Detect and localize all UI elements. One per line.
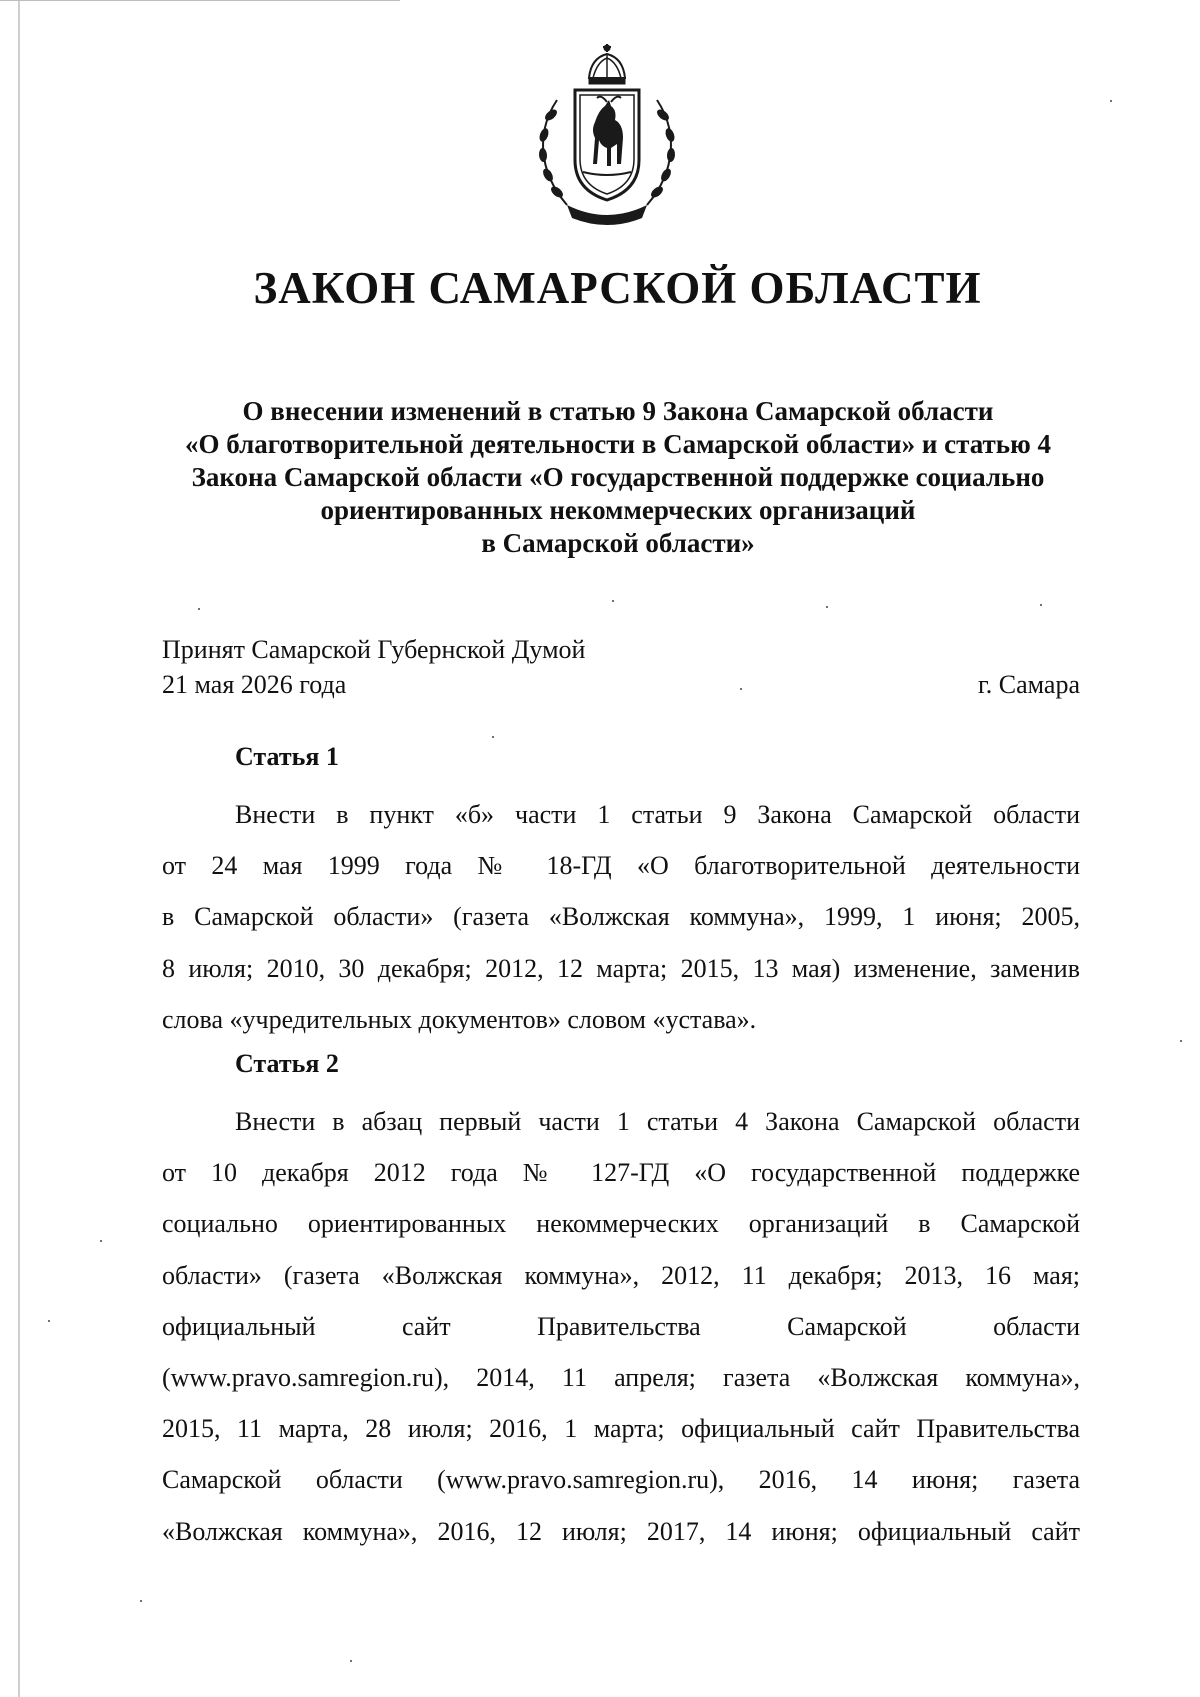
text-line: Внести в абзац первый части 1 статьи 4 Закона Самарской области: [235, 1107, 1080, 1136]
text-line: «Волжская коммуна», 2016, 12 июля; 2017, 14 июня; официальный сайт: [162, 1516, 1080, 1546]
city: г. Самара: [978, 670, 1080, 699]
text-line: области» (газета «Волжская коммуна», 2012, 11 декабря; 2013, 16 мая;: [162, 1260, 1080, 1290]
adoption-info: [162, 632, 585, 702]
text-line: официальный сайт Правительства Самарской области: [162, 1311, 1080, 1341]
text-line: от 24 мая 1999 года № 18-ГД «О благотворительной деятельности: [162, 851, 1080, 881]
article-2-heading: Статья 2: [235, 1049, 339, 1078]
adopted-date: 21 мая 2026 года: [162, 670, 347, 699]
subtitle-line: «О благотворительной деятельности в Самарской области» и статью 4: [185, 429, 1051, 459]
article-2-body: [162, 1096, 1080, 1557]
samara-coat-of-arms-icon: [527, 40, 687, 230]
text-line: 8 июля; 2010, 30 декабря; 2012, 12 марта; 2015, 13 мая) изменение, заменив: [162, 953, 1080, 983]
text-line: Самарской области (www.pravo.samregion.ru), 2016, 14 июня; газета: [162, 1465, 1080, 1495]
subtitle-line: ориентированных некоммерческих организаций: [320, 495, 916, 525]
text-line: социально ориентированных некоммерческих организаций в Самарской: [162, 1209, 1080, 1239]
article-1-heading: Статья 1: [235, 742, 339, 771]
scan-edge-top: [0, 0, 400, 1]
text-line: в Самарской области» (газета «Волжская коммуна», 1999, 1 июня; 2005,: [162, 902, 1080, 932]
text-line: слова «учредительных документов» словом «устава».: [162, 1004, 757, 1034]
law-title: ЗАКОН САМАРСКОЙ ОБЛАСТИ: [253, 263, 982, 313]
text-line: 2015, 11 марта, 28 июля; 2016, 1 марта; официальный сайт Правительства: [162, 1414, 1080, 1444]
subtitle-line: в Самарской области»: [481, 528, 755, 558]
text-line: (www.pravo.samregion.ru), 2014, 11 апреля; газета «Волжская коммуна»,: [162, 1362, 1080, 1392]
subtitle-line: Закона Самарской области «О государственной поддержке социально: [191, 462, 1045, 492]
subtitle-line: О внесении изменений в статью 9 Закона Самарской области: [242, 396, 994, 426]
adopted-by: Принят Самарской Губернской Думой: [162, 635, 586, 664]
article-1-body: [162, 789, 1080, 1045]
text-line: от 10 декабря 2012 года № 127-ГД «О государственной поддержке: [162, 1158, 1080, 1188]
text-line: Внести в пункт «б» части 1 статьи 9 Закона Самарской области: [235, 800, 1080, 829]
law-subtitle: [130, 395, 1106, 560]
scan-edge: [18, 0, 20, 1697]
